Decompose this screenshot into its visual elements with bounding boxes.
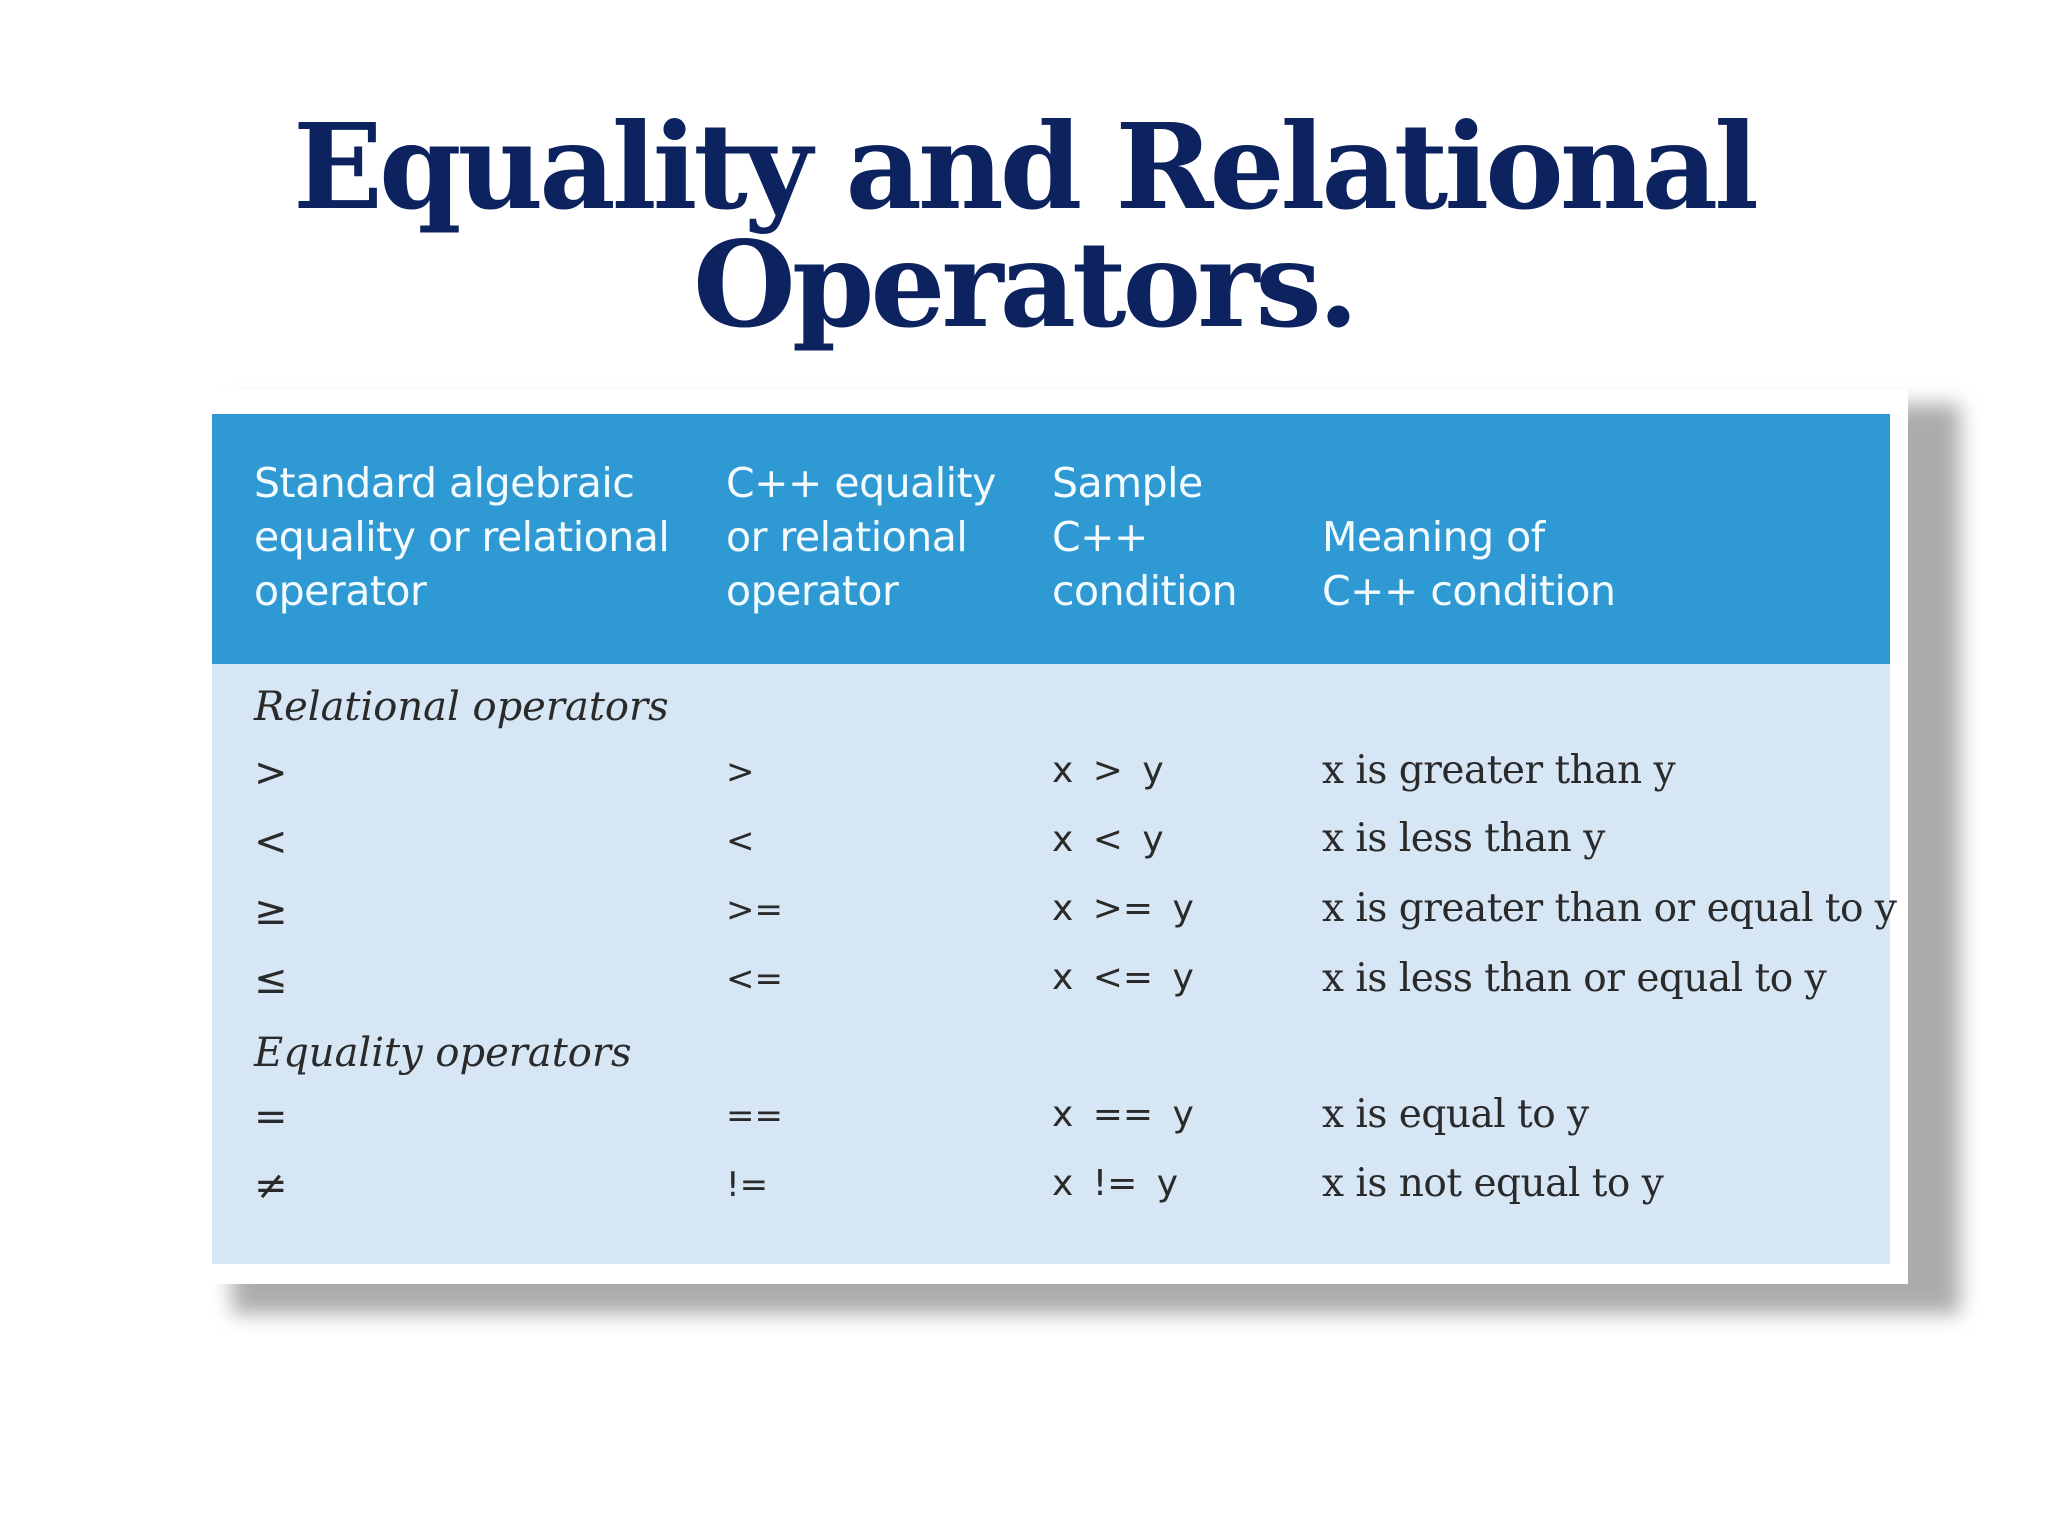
- algebraic-operator: >: [254, 750, 288, 796]
- table-header: [212, 414, 1890, 664]
- condition-meaning: x is less than y: [1322, 816, 1605, 861]
- cpp-operator: <: [726, 821, 755, 861]
- sample-condition: x == y: [1052, 1094, 1194, 1135]
- slide-title: Equality and Relational Operators.: [293, 97, 1755, 354]
- algebraic-operator: <: [254, 819, 288, 865]
- sample-condition: x >= y: [1052, 888, 1194, 929]
- cpp-operator: >=: [726, 890, 783, 930]
- header-sample-condition: Sample C++ condition: [1052, 459, 1238, 615]
- cpp-operator: >: [726, 752, 755, 792]
- cpp-operator: ==: [726, 1096, 783, 1136]
- header-cpp-operator: C++ equality or relational operator: [726, 459, 996, 615]
- header-meaning: Meaning of C++ condition: [1322, 513, 1616, 615]
- condition-meaning: x is greater than or equal to y: [1322, 886, 1897, 931]
- sample-condition: x != y: [1052, 1163, 1179, 1204]
- condition-meaning: x is equal to y: [1322, 1092, 1589, 1137]
- algebraic-operator: ≠: [254, 1163, 288, 1209]
- algebraic-operator: ≥: [254, 888, 288, 934]
- group-label-equality: Equality operators: [254, 1030, 632, 1076]
- header-algebraic: Standard algebraic equality or relational operator: [254, 459, 670, 615]
- algebraic-operator: ≤: [254, 957, 288, 1003]
- sample-condition: x > y: [1052, 750, 1164, 791]
- algebraic-operator: =: [254, 1094, 288, 1140]
- condition-meaning: x is not equal to y: [1322, 1161, 1664, 1206]
- sample-condition: x < y: [1052, 819, 1164, 860]
- condition-meaning: x is less than or equal to y: [1322, 956, 1827, 1001]
- condition-meaning: x is greater than y: [1322, 748, 1676, 793]
- operators-table: [212, 414, 1897, 1264]
- cpp-operator: <=: [726, 959, 783, 999]
- cpp-operator: !=: [726, 1165, 769, 1205]
- group-label-relational: Relational operators: [254, 684, 669, 730]
- sample-condition: x <= y: [1052, 957, 1194, 998]
